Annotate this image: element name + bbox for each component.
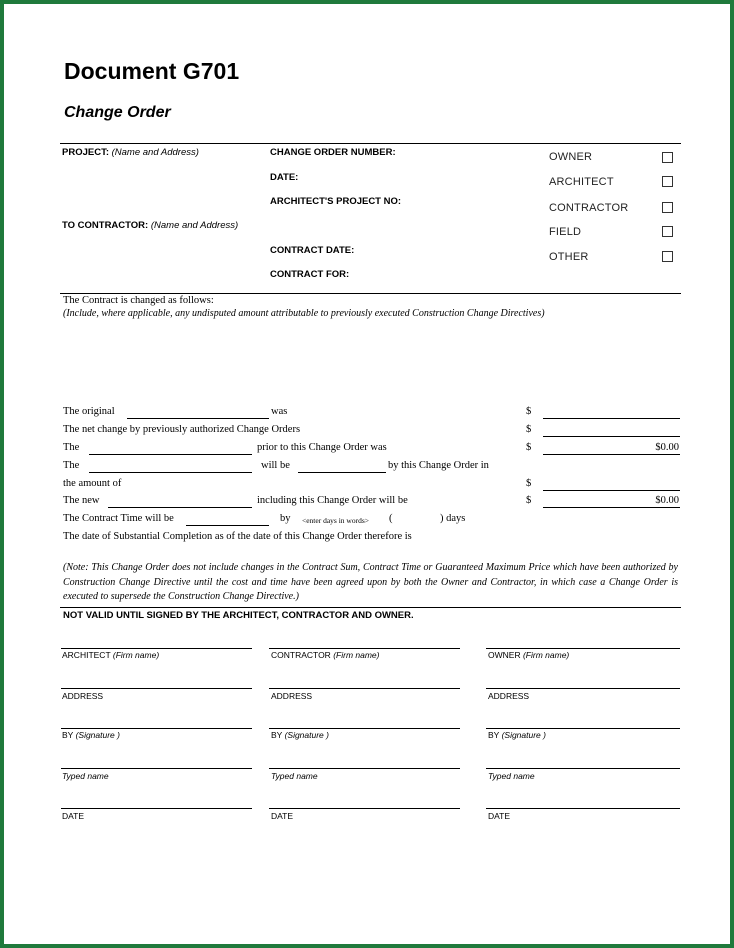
contract-date-label[interactable]: CONTRACT DATE:: [270, 245, 355, 256]
dollar-sign: $: [526, 495, 532, 506]
document-subtitle: Change Order: [64, 104, 171, 121]
the-label: The: [63, 460, 80, 471]
owner-typed-name-line[interactable]: [486, 768, 680, 769]
amount-of-label: the amount of: [63, 478, 122, 489]
prior-label: prior to this Change Order was: [257, 442, 387, 453]
dollar-sign: $: [526, 424, 532, 435]
document-title: Document G701: [64, 58, 240, 84]
contractor-address-label: ADDRESS: [271, 691, 313, 701]
owner-address-label: ADDRESS: [488, 691, 530, 701]
architect-by-label: BY (Signature ): [62, 730, 120, 740]
architect-address-line[interactable]: [61, 688, 252, 689]
contract-change-intro: The Contract is changed as follows:: [63, 295, 214, 306]
architect-date-label: DATE: [62, 811, 85, 821]
prior-amount-value[interactable]: $0.00: [655, 442, 679, 453]
original-blank[interactable]: [127, 418, 269, 419]
days-label: ) days: [440, 513, 466, 524]
including-label: including this Change Order will be: [257, 495, 408, 506]
increase-decrease-blank[interactable]: [298, 472, 386, 473]
to-contractor-hint: (Name and Address): [150, 220, 239, 231]
contractor-firm-line[interactable]: [269, 648, 460, 649]
owner-firm-line[interactable]: [486, 648, 680, 649]
date-label[interactable]: DATE:: [270, 172, 299, 183]
contract-time-blank[interactable]: [186, 525, 269, 526]
contractor-address-line[interactable]: [269, 688, 460, 689]
owner-address-line[interactable]: [486, 688, 680, 689]
contract-change-instruction: (Include, where applicable, any undisputed amount attributable to previously executed Construction Change Directives): [63, 308, 545, 319]
distribution-architect-label: ARCHITECT: [549, 176, 614, 188]
by-this-change-label: by this Change Order in: [388, 460, 489, 471]
contractor-date-label: DATE: [271, 811, 294, 821]
substantial-completion-label: The date of Substantial Completion as of the date of this Change Order therefore is: [63, 531, 412, 542]
original-label: The original: [63, 406, 115, 417]
contract-sum-type-blank-2[interactable]: [89, 472, 252, 473]
by-label: by: [280, 513, 291, 524]
contractor-checkbox[interactable]: [662, 202, 673, 213]
contract-for-label[interactable]: CONTRACT FOR:: [270, 269, 350, 280]
owner-typed-name-label: Typed name: [488, 771, 535, 781]
new-amount-value[interactable]: $0.00: [655, 495, 679, 506]
other-checkbox[interactable]: [662, 251, 673, 262]
architect-date-line[interactable]: [61, 808, 252, 809]
field-checkbox[interactable]: [662, 226, 673, 237]
contractor-date-line[interactable]: [269, 808, 460, 809]
dollar-sign: $: [526, 442, 532, 453]
contract-time-label: The Contract Time will be: [63, 513, 174, 524]
change-order-number-label[interactable]: CHANGE ORDER NUMBER:: [270, 147, 396, 158]
prior-amount-line: [543, 454, 680, 455]
project-field[interactable]: [62, 147, 199, 158]
contractor-firm-label: CONTRACTOR (Firm name): [271, 650, 380, 660]
header-top-rule: [60, 143, 681, 144]
distribution-owner-label: OWNER: [549, 151, 593, 163]
distribution-contractor-label: CONTRACTOR: [549, 202, 629, 214]
contractor-signature-line[interactable]: [269, 728, 460, 729]
new-label: The new: [63, 495, 100, 506]
owner-firm-label: OWNER (Firm name): [488, 650, 570, 660]
distribution-other-label: OTHER: [549, 251, 589, 263]
will-be-label: will be: [261, 460, 290, 471]
change-order-note: (Note: This Change Order does not include changes in the Contract Sum, Contract Time or Guaranteed Maximum Price which have been authorized by Construction Change Directive until the cost and time have been agreed upon by both the Owner and Contractor, in which case a Change Order is executed to supersede the Construction Change Directive.): [63, 562, 678, 602]
days-in-words-field[interactable]: <enter days in words>: [302, 516, 369, 525]
contract-sum-type-blank[interactable]: [89, 454, 252, 455]
net-change-amount-field[interactable]: [543, 436, 680, 437]
architects-project-no-label[interactable]: ARCHITECT'S PROJECT NO:: [270, 196, 402, 207]
dollar-sign: $: [526, 478, 532, 489]
owner-by-label: BY (Signature ): [488, 730, 546, 740]
architect-firm-line[interactable]: [61, 648, 252, 649]
owner-signature-line[interactable]: [486, 728, 680, 729]
header-bottom-rule: [60, 293, 681, 294]
note-rule: [60, 607, 681, 608]
to-contractor-label: TO CONTRACTOR:: [62, 220, 149, 231]
project-label: PROJECT:: [62, 147, 109, 158]
project-hint: (Name and Address): [111, 147, 199, 158]
change-amount-field[interactable]: [543, 490, 680, 491]
the-label: The: [63, 442, 80, 453]
owner-date-label: DATE: [488, 811, 511, 821]
not-valid-notice: NOT VALID UNTIL SIGNED BY THE ARCHITECT, CONTRACTOR AND OWNER.: [63, 610, 414, 621]
dollar-sign: $: [526, 406, 532, 417]
net-change-label: The net change by previously authorized Change Orders: [63, 424, 301, 435]
architect-firm-label: ARCHITECT (Firm name): [62, 650, 160, 660]
contractor-by-label: BY (Signature ): [271, 730, 329, 740]
distribution-field-label: FIELD: [549, 226, 582, 238]
architect-typed-name-line[interactable]: [61, 768, 252, 769]
to-contractor-field[interactable]: [62, 220, 238, 231]
contractor-typed-name-line[interactable]: [269, 768, 460, 769]
paren-open: (: [389, 513, 393, 524]
architect-typed-name-label: Typed name: [62, 771, 109, 781]
original-was-label: was: [271, 406, 288, 417]
owner-date-line[interactable]: [486, 808, 680, 809]
architect-address-label: ADDRESS: [62, 691, 104, 701]
new-sum-type-blank[interactable]: [108, 507, 252, 508]
architect-signature-line[interactable]: [61, 728, 252, 729]
architect-checkbox[interactable]: [662, 176, 673, 187]
contractor-typed-name-label: Typed name: [271, 771, 318, 781]
original-amount-field[interactable]: [543, 418, 680, 419]
new-amount-line: [543, 507, 680, 508]
owner-checkbox[interactable]: [662, 152, 673, 163]
